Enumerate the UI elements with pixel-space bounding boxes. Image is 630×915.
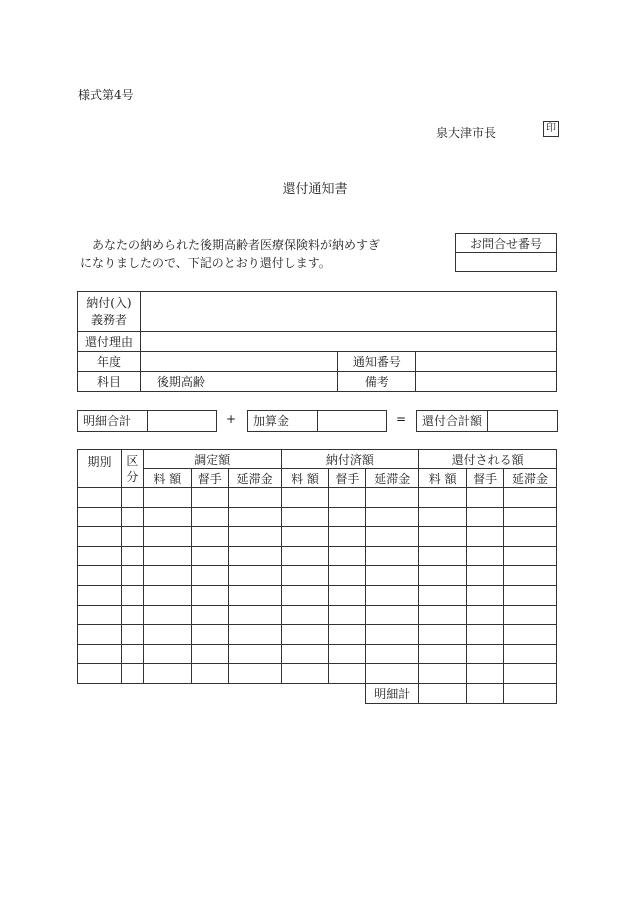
detail-cell-refund-reminder[interactable] bbox=[467, 644, 504, 664]
refund-total-box bbox=[416, 410, 558, 432]
detail-cell-category[interactable] bbox=[121, 605, 143, 625]
detail-cell-paid-late-fee[interactable] bbox=[366, 585, 419, 605]
detail-cell-assessed-reminder[interactable] bbox=[191, 488, 228, 508]
category-header bbox=[121, 450, 143, 488]
detail-row bbox=[78, 625, 557, 645]
detail-cell-paid-reminder[interactable] bbox=[329, 664, 366, 684]
subject-label: 科目 bbox=[78, 372, 141, 392]
calculation-row bbox=[0, 410, 630, 432]
detail-row bbox=[78, 664, 557, 684]
detail-cell-assessed-premium[interactable] bbox=[143, 546, 191, 566]
subject-field[interactable]: 後期高齢 bbox=[140, 372, 338, 392]
detail-cell-category[interactable] bbox=[121, 644, 143, 664]
detail-cell-refund-reminder[interactable] bbox=[467, 488, 504, 508]
detail-cell-paid-late-fee[interactable] bbox=[366, 644, 419, 664]
detail-cell-refund-late-fee[interactable] bbox=[504, 488, 557, 508]
detail-cell-assessed-reminder[interactable] bbox=[191, 527, 228, 547]
detail-cell-assessed-premium[interactable] bbox=[143, 566, 191, 586]
detail-row bbox=[78, 507, 557, 527]
detail-cell-paid-reminder[interactable] bbox=[329, 605, 366, 625]
document-title: 還付通知書 bbox=[282, 182, 348, 197]
detail-cell-refund-reminder[interactable] bbox=[467, 585, 504, 605]
detail-cell-assessed-premium[interactable] bbox=[143, 625, 191, 645]
detail-cell-paid-late-fee[interactable] bbox=[366, 527, 419, 547]
inquiry-box bbox=[455, 233, 557, 272]
assessed-reminder-header: 督手 bbox=[191, 469, 228, 488]
detail-cell-paid-late-fee[interactable] bbox=[366, 546, 419, 566]
detail-rows bbox=[78, 488, 557, 684]
detail-cell-paid-premium[interactable] bbox=[281, 644, 329, 664]
detail-cell-assessed-reminder[interactable] bbox=[191, 507, 228, 527]
detail-cell-category[interactable] bbox=[121, 664, 143, 684]
detail-cell-paid-late-fee[interactable] bbox=[366, 507, 419, 527]
refund-total-field[interactable] bbox=[488, 411, 557, 431]
detail-cell-paid-reminder[interactable] bbox=[329, 625, 366, 645]
detail-cell-period[interactable] bbox=[78, 527, 122, 547]
detail-cell-assessed-late-fee[interactable] bbox=[228, 585, 281, 605]
detail-cell-period[interactable] bbox=[78, 507, 122, 527]
detail-cell-refund-late-fee[interactable] bbox=[504, 644, 557, 664]
detail-cell-assessed-reminder[interactable] bbox=[191, 644, 228, 664]
detail-cell-paid-late-fee[interactable] bbox=[366, 625, 419, 645]
fiscal-year-label: 年度 bbox=[78, 352, 141, 372]
detail-cell-refund-premium[interactable] bbox=[419, 507, 467, 527]
detail-cell-assessed-premium[interactable] bbox=[143, 507, 191, 527]
detail-cell-refund-late-fee[interactable] bbox=[504, 585, 557, 605]
detail-cell-assessed-late-fee[interactable] bbox=[228, 625, 281, 645]
detail-cell-refund-premium[interactable] bbox=[419, 566, 467, 586]
detail-cell-paid-reminder[interactable] bbox=[329, 507, 366, 527]
taxpayer-info-table bbox=[77, 291, 557, 392]
detail-cell-assessed-reminder[interactable] bbox=[191, 625, 228, 645]
detail-row bbox=[78, 644, 557, 664]
remarks-label: 備考 bbox=[338, 372, 416, 392]
assessed-premium-header: 料 額 bbox=[143, 469, 191, 488]
payer-label-line-2: 義務者 bbox=[90, 312, 127, 327]
detail-cell-assessed-late-fee[interactable] bbox=[228, 664, 281, 684]
category-header-text: 区分 bbox=[126, 453, 139, 484]
detail-cell-paid-premium[interactable] bbox=[281, 664, 329, 684]
refund-reason-label: 還付理由 bbox=[78, 332, 141, 352]
detail-cell-paid-premium[interactable] bbox=[281, 527, 329, 547]
detail-cell-assessed-premium[interactable] bbox=[143, 527, 191, 547]
detail-cell-refund-premium[interactable] bbox=[419, 527, 467, 547]
subtotal-spacer bbox=[78, 683, 366, 703]
addition-box bbox=[247, 410, 387, 432]
subtotal-premium-field[interactable] bbox=[419, 683, 467, 703]
detail-row bbox=[78, 566, 557, 586]
detail-cell-assessed-late-fee[interactable] bbox=[228, 546, 281, 566]
assessed-late-fee-header: 延滞金 bbox=[228, 469, 281, 488]
detail-cell-category[interactable] bbox=[121, 546, 143, 566]
detail-cell-assessed-late-fee[interactable] bbox=[228, 527, 281, 547]
detail-cell-refund-reminder[interactable] bbox=[467, 605, 504, 625]
detail-cell-period[interactable] bbox=[78, 664, 122, 684]
subtotal-reminder-field[interactable] bbox=[467, 683, 504, 703]
issuer-name: 泉大津市長 bbox=[436, 126, 497, 140]
detail-cell-assessed-late-fee[interactable] bbox=[228, 566, 281, 586]
detail-cell-assessed-premium[interactable] bbox=[143, 644, 191, 664]
assessed-amount-header: 調定額 bbox=[143, 450, 281, 469]
refund-late-fee-header: 延滞金 bbox=[504, 469, 557, 488]
detail-cell-refund-premium[interactable] bbox=[419, 488, 467, 508]
refund-amount-header: 還付される額 bbox=[419, 450, 557, 469]
detail-total-field[interactable] bbox=[148, 411, 216, 431]
detail-cell-assessed-premium[interactable] bbox=[143, 664, 191, 684]
detail-cell-period[interactable] bbox=[78, 625, 122, 645]
detail-cell-paid-reminder[interactable] bbox=[329, 527, 366, 547]
refund-reminder-header: 督手 bbox=[467, 469, 504, 488]
detail-total-label: 明細合計 bbox=[78, 411, 148, 431]
detail-cell-paid-premium[interactable] bbox=[281, 507, 329, 527]
paid-late-fee-header: 延滞金 bbox=[366, 469, 419, 488]
detail-cell-assessed-late-fee[interactable] bbox=[228, 605, 281, 625]
detail-cell-paid-premium[interactable] bbox=[281, 546, 329, 566]
inquiry-label: お問合せ番号 bbox=[456, 234, 557, 253]
intro-line-2: になりましたので、下記のとおり還付します。 bbox=[80, 256, 331, 270]
detail-cell-paid-late-fee[interactable] bbox=[366, 664, 419, 684]
detail-table bbox=[77, 449, 557, 704]
detail-cell-assessed-late-fee[interactable] bbox=[228, 644, 281, 664]
detail-cell-paid-reminder[interactable] bbox=[329, 546, 366, 566]
detail-cell-assessed-premium[interactable] bbox=[143, 605, 191, 625]
addition-label: 加算金 bbox=[248, 411, 318, 431]
detail-cell-refund-premium[interactable] bbox=[419, 664, 467, 684]
refund-premium-header: 料 額 bbox=[419, 469, 467, 488]
detail-cell-period[interactable] bbox=[78, 488, 122, 508]
detail-cell-refund-premium[interactable] bbox=[419, 585, 467, 605]
detail-row bbox=[78, 605, 557, 625]
detail-cell-paid-reminder[interactable] bbox=[329, 585, 366, 605]
detail-cell-refund-reminder[interactable] bbox=[467, 664, 504, 684]
notice-number-field[interactable] bbox=[416, 352, 557, 372]
form-number: 様式第4号 bbox=[78, 88, 134, 102]
detail-cell-refund-premium[interactable] bbox=[419, 644, 467, 664]
detail-cell-category[interactable] bbox=[121, 585, 143, 605]
detail-cell-paid-late-fee[interactable] bbox=[366, 488, 419, 508]
equals-sign: = bbox=[396, 412, 407, 426]
detail-cell-paid-premium[interactable] bbox=[281, 605, 329, 625]
detail-total-box bbox=[77, 410, 217, 432]
detail-cell-assessed-late-fee[interactable] bbox=[228, 507, 281, 527]
detail-cell-refund-late-fee[interactable] bbox=[504, 546, 557, 566]
paid-premium-header: 料 額 bbox=[281, 469, 329, 488]
payer-label bbox=[78, 292, 141, 332]
detail-row bbox=[78, 488, 557, 508]
detail-cell-paid-reminder[interactable] bbox=[329, 644, 366, 664]
paid-reminder-header: 督手 bbox=[329, 469, 366, 488]
payer-field[interactable] bbox=[140, 292, 556, 332]
refund-reason-field[interactable] bbox=[140, 332, 556, 352]
detail-cell-refund-reminder[interactable] bbox=[467, 625, 504, 645]
detail-cell-category[interactable] bbox=[121, 488, 143, 508]
detail-cell-refund-reminder[interactable] bbox=[467, 527, 504, 547]
payer-label-line-1: 納付(入) bbox=[86, 295, 132, 310]
detail-cell-paid-premium[interactable] bbox=[281, 585, 329, 605]
period-header: 期別 bbox=[78, 450, 122, 488]
detail-row bbox=[78, 527, 557, 547]
detail-cell-period[interactable] bbox=[78, 644, 122, 664]
detail-cell-category[interactable] bbox=[121, 527, 143, 547]
intro-text bbox=[80, 236, 380, 272]
detail-cell-period[interactable] bbox=[78, 585, 122, 605]
detail-cell-paid-premium[interactable] bbox=[281, 566, 329, 586]
detail-cell-paid-premium[interactable] bbox=[281, 488, 329, 508]
detail-cell-period[interactable] bbox=[78, 566, 122, 586]
detail-cell-period[interactable] bbox=[78, 546, 122, 566]
detail-cell-category[interactable] bbox=[121, 566, 143, 586]
subtotal-late-fee-field[interactable] bbox=[504, 683, 557, 703]
addition-field[interactable] bbox=[318, 411, 386, 431]
detail-cell-refund-reminder[interactable] bbox=[467, 546, 504, 566]
detail-cell-paid-late-fee[interactable] bbox=[366, 566, 419, 586]
notice-number-label: 通知番号 bbox=[338, 352, 416, 372]
remarks-field[interactable] bbox=[416, 372, 557, 392]
fiscal-year-field[interactable] bbox=[140, 352, 338, 372]
detail-cell-refund-reminder[interactable] bbox=[467, 507, 504, 527]
detail-cell-refund-premium[interactable] bbox=[419, 605, 467, 625]
detail-cell-assessed-reminder[interactable] bbox=[191, 585, 228, 605]
detail-cell-assessed-reminder[interactable] bbox=[191, 605, 228, 625]
detail-row bbox=[78, 585, 557, 605]
detail-cell-paid-reminder[interactable] bbox=[329, 566, 366, 586]
detail-cell-paid-premium[interactable] bbox=[281, 625, 329, 645]
intro-line-1: あなたの納められた後期高齢者医療保険料が納めすぎ bbox=[92, 238, 381, 252]
detail-cell-paid-reminder[interactable] bbox=[329, 488, 366, 508]
detail-cell-refund-late-fee[interactable] bbox=[504, 507, 557, 527]
detail-cell-assessed-premium[interactable] bbox=[143, 488, 191, 508]
detail-cell-refund-late-fee[interactable] bbox=[504, 605, 557, 625]
detail-cell-period[interactable] bbox=[78, 605, 122, 625]
detail-cell-refund-premium[interactable] bbox=[419, 625, 467, 645]
detail-cell-refund-premium[interactable] bbox=[419, 546, 467, 566]
subtotal-label: 明細計 bbox=[366, 683, 419, 703]
detail-cell-assessed-premium[interactable] bbox=[143, 585, 191, 605]
plus-sign: + bbox=[226, 412, 237, 426]
detail-cell-refund-late-fee[interactable] bbox=[504, 664, 557, 684]
detail-cell-refund-late-fee[interactable] bbox=[504, 527, 557, 547]
detail-cell-refund-reminder[interactable] bbox=[467, 566, 504, 586]
detail-cell-assessed-late-fee[interactable] bbox=[228, 488, 281, 508]
detail-cell-refund-late-fee[interactable] bbox=[504, 566, 557, 586]
seal-mark: 印 bbox=[543, 121, 559, 137]
detail-cell-category[interactable] bbox=[121, 625, 143, 645]
detail-row bbox=[78, 546, 557, 566]
detail-cell-category[interactable] bbox=[121, 507, 143, 527]
detail-cell-assessed-reminder[interactable] bbox=[191, 566, 228, 586]
paid-amount-header: 納付済額 bbox=[281, 450, 419, 469]
inquiry-number-field[interactable] bbox=[456, 253, 557, 272]
refund-total-label: 還付合計額 bbox=[417, 411, 488, 431]
detail-cell-refund-late-fee[interactable] bbox=[504, 625, 557, 645]
detail-cell-assessed-reminder[interactable] bbox=[191, 546, 228, 566]
detail-cell-paid-late-fee[interactable] bbox=[366, 605, 419, 625]
detail-cell-assessed-reminder[interactable] bbox=[191, 664, 228, 684]
